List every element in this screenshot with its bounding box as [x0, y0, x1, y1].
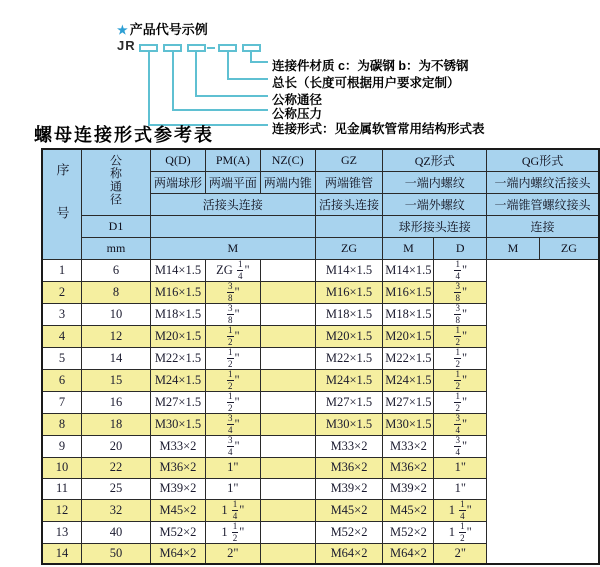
table-cell: M27×1.5 — [315, 391, 383, 413]
table-cell — [260, 521, 315, 543]
nut-connection-table — [41, 148, 600, 565]
connector-line — [148, 52, 150, 126]
table-cell: $\frac{3}{8}$ " — [205, 303, 260, 325]
header-qg-zg: ZG — [539, 237, 599, 259]
table-cell: M36×2 — [315, 457, 383, 478]
table-cell: ZG $\frac{1}{4}$ " — [205, 259, 260, 281]
diagram-heading-text: 产品代号示例 — [129, 22, 208, 37]
table-cell: M45×2 — [315, 499, 383, 521]
table-cell: 16 — [82, 391, 151, 413]
table-cell: M36×2 — [383, 457, 434, 478]
header-zg: ZG — [315, 237, 383, 259]
table-cell — [260, 543, 315, 564]
header-col-pm: PM(A) — [205, 149, 260, 171]
header-qz-desc1: 一端内螺纹 — [383, 171, 487, 193]
table-cell — [260, 435, 315, 457]
table-cell: M20×1.5 — [151, 325, 206, 347]
table-cell: 1 $\frac{1}{2}$ " — [205, 521, 260, 543]
empty-cell — [315, 215, 383, 237]
table-cell: M30×1.5 — [151, 413, 206, 435]
table-cell: M33×2 — [315, 435, 383, 457]
table-cell: 5 — [42, 347, 82, 369]
code-box-3 — [187, 44, 206, 52]
table-cell: $\frac{1}{2}$ " — [434, 325, 487, 347]
table-cell: $\frac{1}{2}$ " — [205, 369, 260, 391]
table-cell: M27×1.5 — [383, 391, 434, 413]
header-serial: 序号 — [42, 149, 82, 259]
star-icon: ★ — [117, 23, 128, 37]
table-cell: $\frac{3}{8}$ " — [434, 303, 487, 325]
code-box-4 — [218, 44, 237, 52]
table-row — [42, 543, 599, 564]
table-cell: $\frac{1}{2}$ " — [434, 369, 487, 391]
table-row — [42, 521, 599, 543]
table-cell: M27×1.5 — [151, 391, 206, 413]
table-cell: 20 — [82, 435, 151, 457]
table-cell: $\frac{1}{2}$ " — [205, 391, 260, 413]
table-cell: 13 — [42, 521, 82, 543]
table-cell: 8 — [42, 413, 82, 435]
table-cell: 9 — [42, 435, 82, 457]
table-cell: M52×2 — [315, 521, 383, 543]
table-row — [42, 369, 599, 391]
table-cell: M52×2 — [383, 521, 434, 543]
table-cell: M64×2 — [315, 543, 383, 564]
connector-line — [195, 52, 197, 97]
table-row — [42, 457, 599, 478]
connector-line — [172, 109, 268, 111]
table-cell: 18 — [82, 413, 151, 435]
table-cell: 3 — [42, 303, 82, 325]
table-cell: 8 — [82, 281, 151, 303]
table-cell: M45×2 — [383, 499, 434, 521]
table-cell: M30×1.5 — [315, 413, 383, 435]
table-cell: M14×1.5 — [315, 259, 383, 281]
table-cell: 4 — [42, 325, 82, 347]
table-cell: 2" — [205, 543, 260, 564]
table-cell: 12 — [42, 499, 82, 521]
table-cell: 1 $\frac{1}{4}$ " — [205, 499, 260, 521]
table-cell: $\frac{1}{2}$ " — [205, 347, 260, 369]
table-cell: 12 — [82, 325, 151, 347]
table-cell: M33×2 — [383, 435, 434, 457]
header-dn: 公称通径 — [82, 149, 151, 215]
table-cell — [260, 259, 315, 281]
table-cell: 10 — [82, 303, 151, 325]
table-cell: 50 — [82, 543, 151, 564]
table-cell — [260, 478, 315, 499]
table-cell: M22×1.5 — [151, 347, 206, 369]
table-cell: 15 — [82, 369, 151, 391]
table-cell: 1 $\frac{1}{4}$ " — [434, 499, 487, 521]
table-cell: M18×1.5 — [383, 303, 434, 325]
header-d1: D1 — [82, 215, 151, 237]
table-cell — [260, 281, 315, 303]
table-header — [42, 149, 599, 259]
table-row — [42, 303, 599, 325]
header-qz-desc2: 一端外螺纹 — [383, 193, 487, 215]
header-unit: mm — [82, 237, 151, 259]
table-row — [42, 413, 599, 435]
header-col-gz: GZ — [315, 149, 383, 171]
header-col-nz: NZ(C) — [260, 149, 315, 171]
table-cell — [260, 303, 315, 325]
table-cell: 32 — [82, 499, 151, 521]
table-row — [42, 391, 599, 413]
connector-line — [172, 52, 174, 111]
table-cell: 2 — [42, 281, 82, 303]
table-cell: 6 — [42, 369, 82, 391]
table-body — [42, 259, 599, 564]
table-cell: 1" — [205, 457, 260, 478]
table-cell: 25 — [82, 478, 151, 499]
table-cell: $\frac{3}{8}$ " — [434, 281, 487, 303]
table-cell: 6 — [82, 259, 151, 281]
table-cell: $\frac{1}{2}$ " — [434, 347, 487, 369]
table-cell: M24×1.5 — [315, 369, 383, 391]
code-dash — [207, 47, 215, 49]
header-col-q: Q(D) — [151, 149, 206, 171]
table-cell — [260, 457, 315, 478]
table-cell: M16×1.5 — [151, 281, 206, 303]
table-cell: $\frac{3}{4}$ " — [205, 435, 260, 457]
table-cell: 14 — [82, 347, 151, 369]
table-cell: M24×1.5 — [151, 369, 206, 391]
table-cell: M52×2 — [151, 521, 206, 543]
table-cell: 1 — [42, 259, 82, 281]
table-cell: M18×1.5 — [151, 303, 206, 325]
header-pm-desc: 两端平面 — [205, 171, 260, 193]
diagram-label-material: 连接件材质 c：为碳钢 b：为不锈钢 — [272, 59, 469, 73]
table-cell: M39×2 — [315, 478, 383, 499]
table-cell: $\frac{1}{2}$ " — [205, 325, 260, 347]
connector-line — [250, 61, 268, 63]
table-cell: $\frac{1}{4}$ " — [434, 259, 487, 281]
header-nz-desc: 两端内锥 — [260, 171, 315, 193]
connector-line — [195, 95, 268, 97]
table-cell: M30×1.5 — [383, 413, 434, 435]
diagram-label-diameter: 公称通径 — [272, 93, 323, 107]
table-cell: M39×2 — [151, 478, 206, 499]
table-cell: 1" — [434, 457, 487, 478]
table-cell: 2" — [434, 543, 487, 564]
table-cell: 1" — [434, 478, 487, 499]
table-cell: 1" — [205, 478, 260, 499]
table-cell: M14×1.5 — [383, 259, 434, 281]
table-cell: M64×2 — [383, 543, 434, 564]
diagram-label-length: 总长（长度可根据用户要求定制） — [272, 76, 460, 90]
table-cell: 10 — [42, 457, 82, 478]
table-cell: M39×2 — [383, 478, 434, 499]
table-cell — [260, 347, 315, 369]
table-cell: 7 — [42, 391, 82, 413]
code-box-5 — [242, 44, 261, 52]
header-q-desc: 两端球形 — [151, 171, 206, 193]
code-box-1 — [139, 44, 158, 52]
diagram-label-connection: 连接形式：见金属软管常用结构形式表 — [272, 122, 485, 136]
table-cell: M45×2 — [151, 499, 206, 521]
table-cell — [260, 369, 315, 391]
table-cell: 14 — [42, 543, 82, 564]
table-cell: M22×1.5 — [315, 347, 383, 369]
table-cell: $\frac{3}{4}$ " — [434, 435, 487, 457]
table-cell — [260, 391, 315, 413]
table-cell: $\frac{3}{4}$ " — [434, 413, 487, 435]
header-qz-conn: 球形接头连接 — [383, 215, 487, 237]
header-m: M — [151, 237, 316, 259]
empty-cell — [151, 215, 316, 237]
header-qg-desc1: 一端内螺纹活接头 — [487, 171, 599, 193]
table-row — [42, 347, 599, 369]
table-row — [42, 435, 599, 457]
table-row — [42, 325, 599, 347]
table-cell: 22 — [82, 457, 151, 478]
table-cell — [260, 499, 315, 521]
table-cell: M20×1.5 — [315, 325, 383, 347]
table-cell: M20×1.5 — [383, 325, 434, 347]
table-cell: M16×1.5 — [383, 281, 434, 303]
product-code-prefix: JR — [117, 38, 136, 53]
header-qz-d: D — [434, 237, 487, 259]
table-cell — [260, 413, 315, 435]
table-title: 螺母连接形式参考表 — [34, 125, 214, 146]
table-cell: M16×1.5 — [315, 281, 383, 303]
header-gz-desc: 两端锥管 — [315, 171, 383, 193]
table-row — [42, 499, 599, 521]
table-row — [42, 478, 599, 499]
table-cell: 1 $\frac{1}{2}$ " — [434, 521, 487, 543]
connector-line — [227, 52, 229, 80]
table-cell — [260, 325, 315, 347]
table-cell: M22×1.5 — [383, 347, 434, 369]
header-union-conn: 活接头连接 — [151, 193, 316, 215]
connector-line — [227, 78, 268, 80]
header-col-qg: QG形式 — [487, 149, 599, 171]
diagram-label-pressure: 公称压力 — [272, 107, 323, 121]
table-cell: 11 — [42, 478, 82, 499]
diagram-heading — [117, 19, 208, 38]
header-qg-conn: 连接 — [487, 215, 599, 237]
table-row — [42, 259, 599, 281]
header-col-qz: QZ形式 — [383, 149, 487, 171]
code-box-2 — [163, 44, 182, 52]
table-cell: M33×2 — [151, 435, 206, 457]
header-gz-conn: 活接头连接 — [315, 193, 383, 215]
table-cell: 40 — [82, 521, 151, 543]
header-qz-m: M — [383, 237, 434, 259]
table-row — [42, 281, 599, 303]
table-cell: M64×2 — [151, 543, 206, 564]
header-qg-m: M — [487, 237, 540, 259]
header-qg-desc2: 一端锥管螺纹接头 — [487, 193, 599, 215]
table-cell: M14×1.5 — [151, 259, 206, 281]
table-cell: $\frac{3}{8}$ " — [205, 281, 260, 303]
table-cell: M24×1.5 — [383, 369, 434, 391]
table-cell: $\frac{3}{4}$ " — [205, 413, 260, 435]
table-cell: $\frac{1}{2}$ " — [434, 391, 487, 413]
table-cell: M18×1.5 — [315, 303, 383, 325]
table-cell: M36×2 — [151, 457, 206, 478]
